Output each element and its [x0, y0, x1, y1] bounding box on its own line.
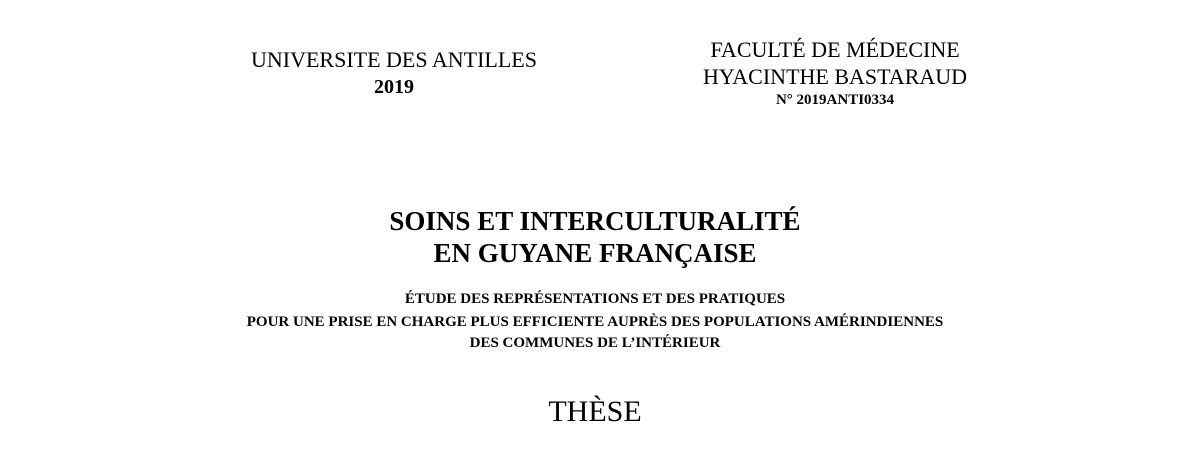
thesis-subtitle-line-1: ÉTUDE DES REPRÉSENTATIONS ET DES PRATIQUES [404, 291, 786, 307]
thesis-title-line-1: SOINS ET INTERCULTURALITÉ [389, 206, 801, 236]
thesis-title-line-2: EN GUYANE FRANÇAISE [433, 238, 757, 268]
faculty-dedicatee: HYACINTHE BASTARAUD [702, 64, 968, 89]
thesis-subtitle-line-2: POUR UNE PRISE EN CHARGE PLUS EFFICIENTE AUPRÈS DES POPULATIONS AMÉRINDIENNES [246, 314, 944, 330]
academic-year: 2019 [374, 76, 414, 98]
university-name: UNIVERSITE DES ANTILLES [251, 47, 537, 72]
faculty-name: FACULTÉ DE MÉDECINE [710, 37, 960, 62]
thesis-subtitle-line-3: DES COMMUNES DE L’INTÉRIEUR [469, 335, 721, 351]
document-type: THÈSE [548, 395, 642, 428]
thesis-number: N° 2019ANTI0334 [775, 92, 895, 108]
